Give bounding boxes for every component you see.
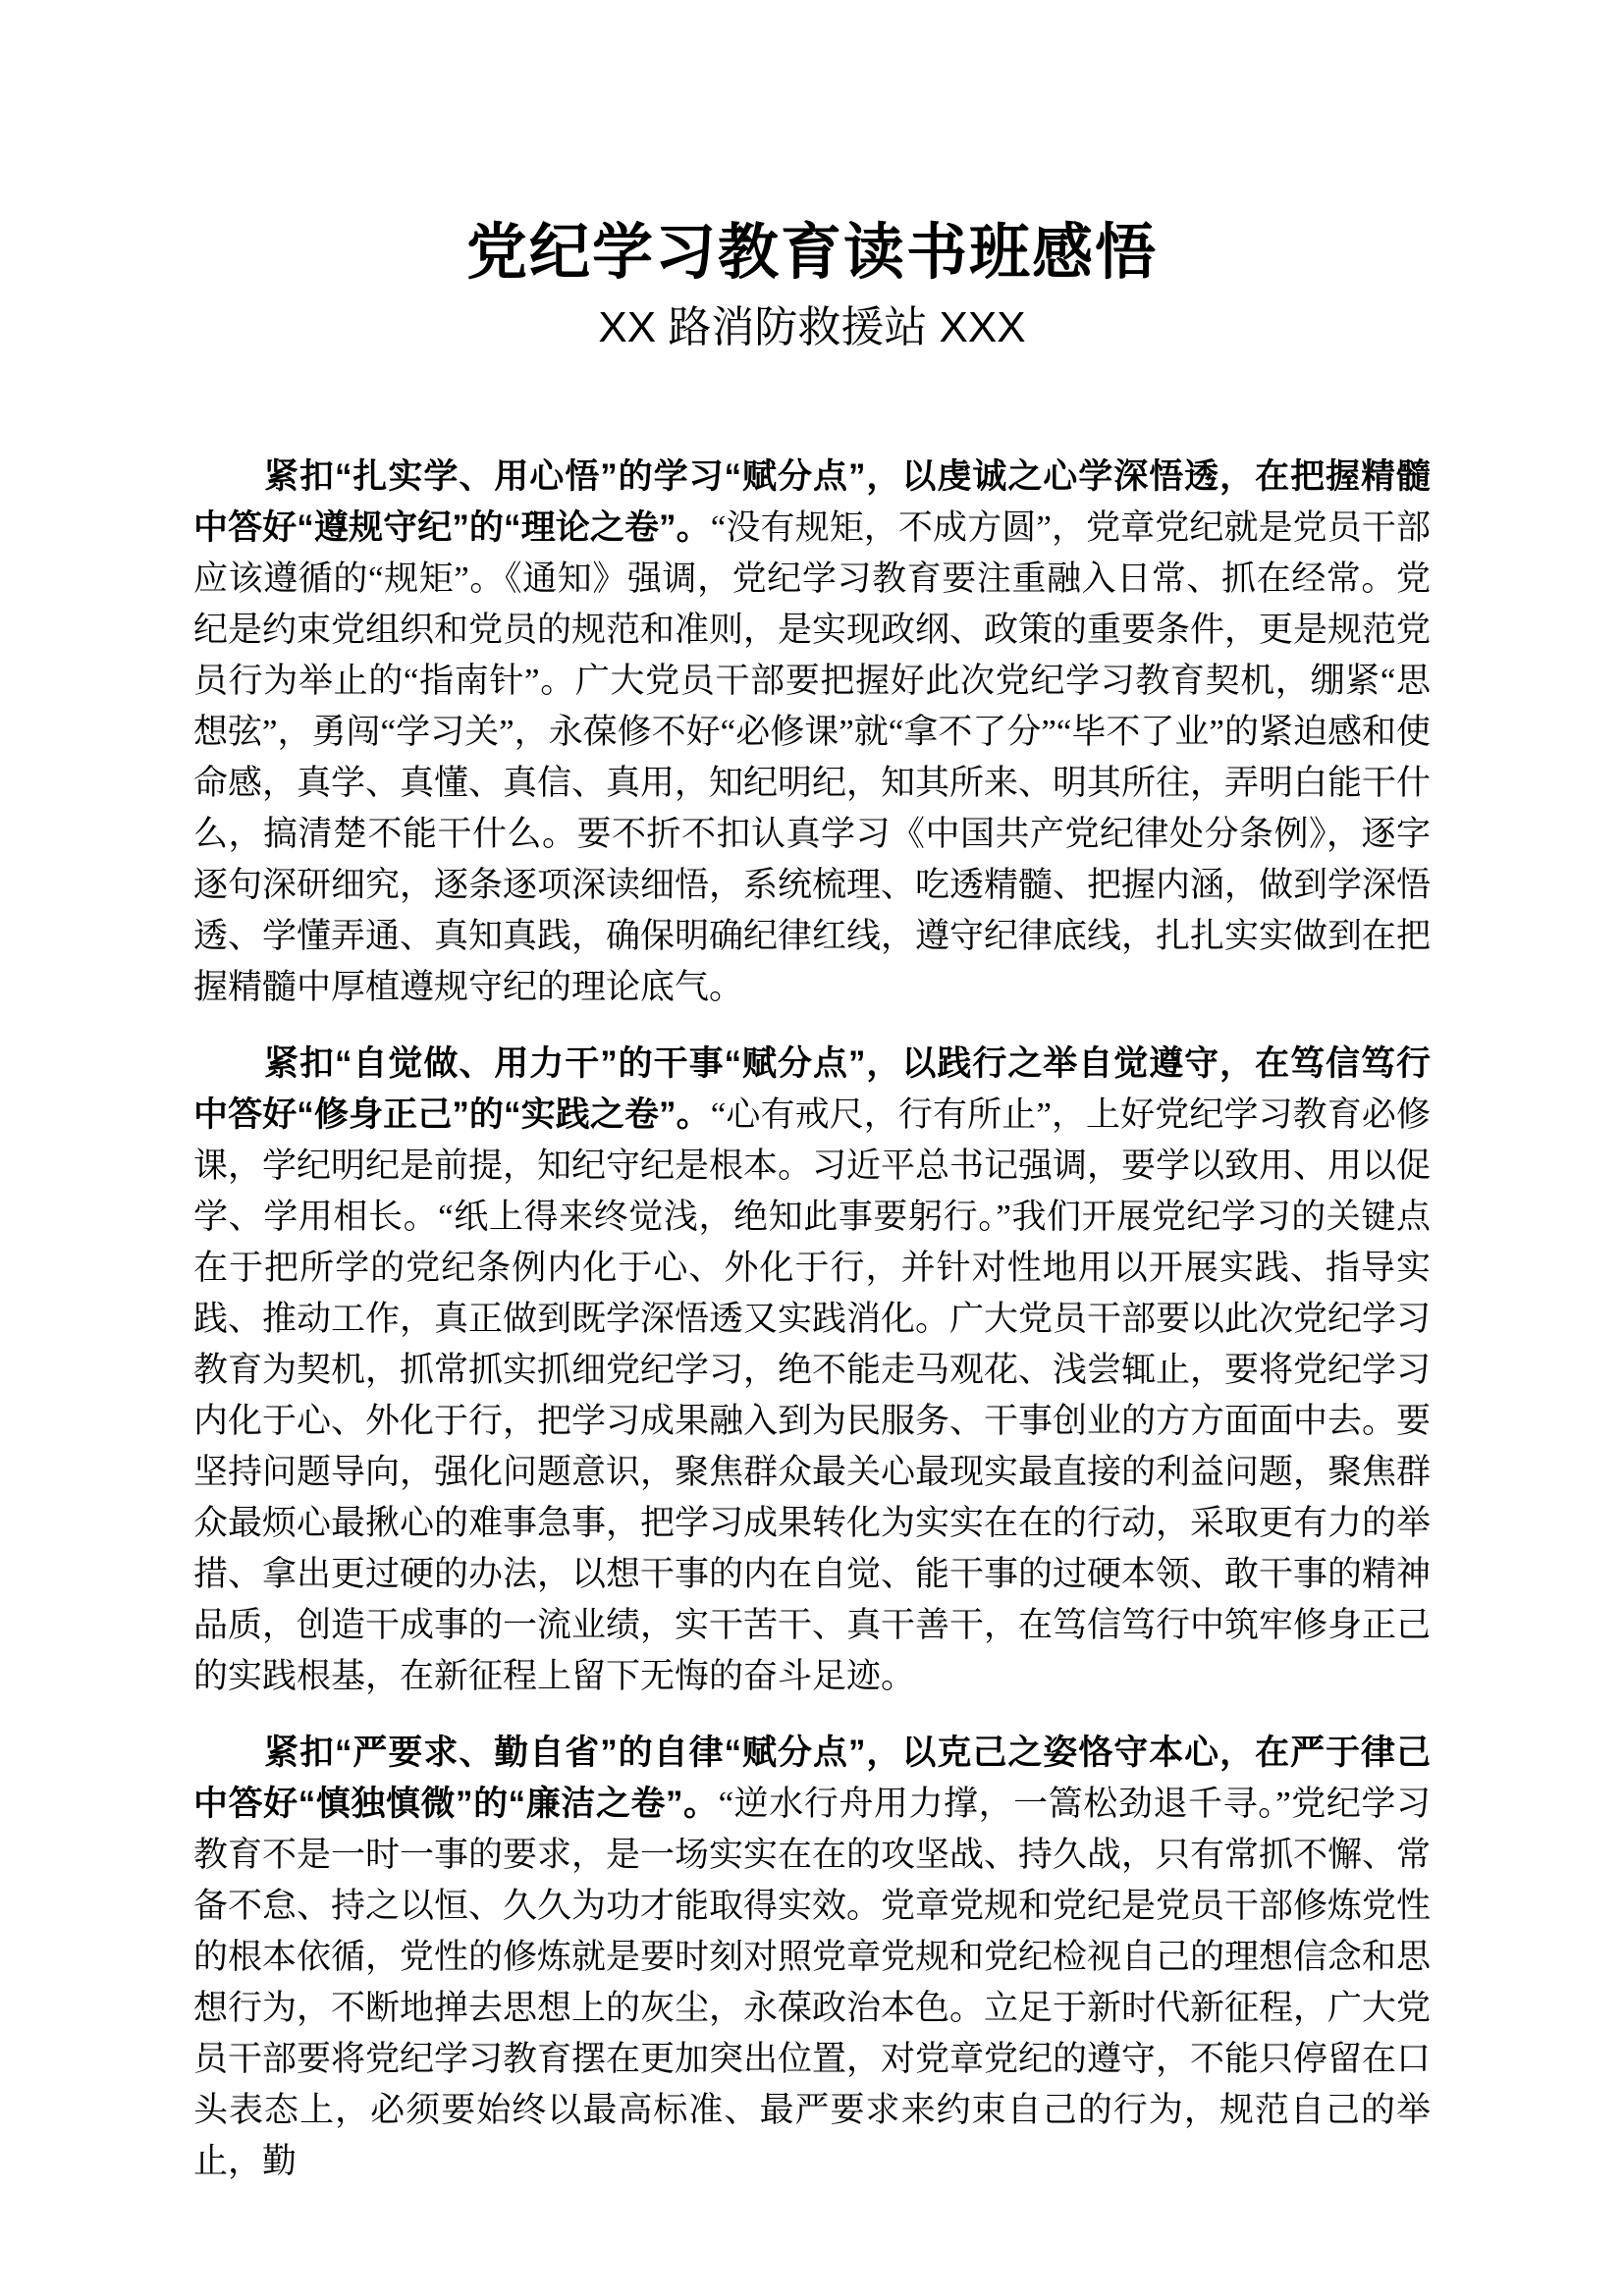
paragraph-lead: 紧扣“严要求、勤自省”的自律“赋分点”，以克己之姿恪守本心，在严于律己中答好“慎独慎微”的“廉洁之卷”。 xyxy=(193,1733,1431,1823)
document-body xyxy=(193,452,1431,2187)
paragraph xyxy=(193,1728,1431,2187)
paragraph-body: “逆水行舟用力撑，一篙松劲退千寻。”党纪学习教育不是一时一事的要求，是一场实实在在的攻坚战、持久战，只有常抓不懈、常备不怠、持之以恒、久久为功才能取得实效。党章党规和党纪是党员干部修炼党性的根本依循，党性的修炼就是要时刻对照党章党规和党纪检视自己的理想信念和思想行为，不断地掸去思想上的灰尘，永葆政治本色。立足于新时代新征程，广大党员干部要将党纪学习教育摆在更加突出位置，对党章党纪的遵守，不能只停留在口头表态上，必须要始终以最高标准、最严要求来约束自己的行为，规范自己的举止，勤 xyxy=(193,1784,1432,2180)
paragraph-lead: 紧扣“扎实学、用心悟”的学习“赋分点”，以虔诚之心学深悟透，在把握精髓中答好“遵规守纪”的“理论之卷”。 xyxy=(193,456,1431,547)
document-subtitle: XX 路消防救援站 XXX xyxy=(598,303,1026,352)
paragraph-lead: 紧扣“自觉做、用力干”的干事“赋分点”，以践行之举自觉遵守，在笃信笃行中答好“修身正己”的“实践之卷”。 xyxy=(193,1043,1431,1134)
paragraph xyxy=(193,452,1431,1013)
paragraph-body: “没有规矩，不成方圆”，党章党纪就是党员干部应该遵循的“规矩”。《通知》强调，党纪学习教育要注重融入日常、抓在经常。党纪是约束党组织和党员的规范和准则，是实现政纲、政策的重要条件，更是规范党员行为举止的“指南针”。广大党员干部要把握好此次党纪学习教育契机，绷紧“思想弦”，勇闯“学习关”，永葆修不好“必修课”就“拿不了分”“毕不了业”的紧迫感和使命感，真学、真懂、真信、真用，知纪明纪，知其所来、明其所往，弄明白能干什么，搞清楚不能干什么。要不折不扣认真学习《中国共产党纪律处分条例》，逐字逐句深研细究，逐条逐项深读细悟，系统梳理、吃透精髓、把握内涵，做到学深悟透、学懂弄通、真知真践，确保明确纪律红线，遵守纪律底线，扎扎实实做到在把握精髓中厚植遵规守纪的理论底气。 xyxy=(193,507,1432,1006)
paragraph xyxy=(193,1039,1431,1702)
paragraph-body: “心有戒尺，行有所止”，上好党纪学习教育必修课，学纪明纪是前提，知纪守纪是根本。习近平总书记强调，要学以致用、用以促学、学用相长。“纸上得来终觉浅，绝知此事要躬行。”我们开展党纪学习的关键点在于把所学的党纪条例内化于心、外化于行，并针对性地用以开展实践、指导实践、推动工作，真正做到既学深悟透又实践消化。广大党员干部要以此次党纪学习教育为契机，抓常抓实抓细党纪学习，绝不能走马观花、浅尝辄止，要将党纪学习内化于心、外化于行，把学习成果融入到为民服务、干事创业的方方面面中去。要坚持问题导向，强化问题意识，聚焦群众最关心最现实最直接的利益问题，聚焦群众最烦心最揪心的难事急事，把学习成果转化为实实在在的行动，采取更有力的举措、拿出更过硬的办法，以想干事的内在自觉、能干事的过硬本领、敢干事的精神品质，创造干成事的一流业绩，实干苦干、真干善干，在笃信笃行中筑牢修身正己的实践根基，在新征程上留下无悔的奋斗足迹。 xyxy=(193,1095,1432,1695)
document-title: 党纪学习教育读书班感悟 xyxy=(465,219,1158,287)
